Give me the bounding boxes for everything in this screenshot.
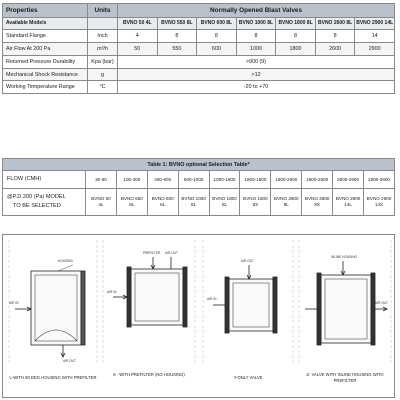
cell-value: 1000 (236, 43, 276, 56)
model-line1: BVNO 2900 (335, 196, 361, 201)
model-line1: BVNO 2600 (304, 196, 330, 201)
model-cell (147, 189, 178, 216)
model-select-label (3, 189, 86, 216)
cell-value: 600 (197, 43, 237, 56)
flow-label: FLOW (CMH) (3, 171, 86, 189)
model-line2: 4L (98, 202, 104, 207)
model-line1: BVNO 2600 (274, 196, 299, 201)
available-models-label: Available Models (3, 17, 88, 30)
cell-value: -20 to +70 (118, 81, 395, 94)
air-flow-row (3, 43, 395, 56)
flow-range: 400-600 (147, 171, 178, 189)
flow-range: 2900-3600 (364, 171, 395, 189)
cell-value: 1800 (276, 43, 316, 56)
model-cell (116, 189, 147, 216)
model-line2: 8L (283, 202, 289, 207)
housing-label: HOUSING (58, 259, 73, 263)
model-line2: 8X (252, 202, 259, 207)
cell-value: 8 (236, 30, 276, 43)
model-line1: BVNO 1000 (181, 196, 206, 201)
row-label: Working Temperature Range (3, 81, 88, 94)
model-name: BVNO 550 8L (157, 17, 197, 30)
row-unit: m³/h (88, 43, 118, 56)
model-name: BVNO 600 8L (197, 17, 237, 30)
model-cell (333, 189, 364, 216)
model-line2: 14X (374, 202, 384, 207)
cell-value: 14 (355, 30, 395, 43)
cell-value: >900 (9) (118, 55, 395, 68)
selection-table-caption: Table 1: BVNO optional Selection Table* (3, 159, 395, 171)
row-label: Standard Flange (3, 30, 88, 43)
valve-drawings-panel (2, 234, 395, 398)
pressure-durability-row (3, 55, 395, 68)
model-name: BVNO 2900 14L (355, 17, 395, 30)
model-label-line2: TO BE SELECTED (13, 203, 61, 209)
cell-value: 2600 (315, 43, 355, 56)
models-unit-cell (88, 17, 118, 30)
model-cell (209, 189, 240, 216)
air-in-label: AIR IN (9, 301, 19, 305)
air-out-label: AIR OUT (165, 251, 178, 255)
flow-row (3, 171, 395, 189)
flow-range: 30-60 (86, 171, 117, 189)
drawing-caption: Y-ONLY VALVE (233, 375, 263, 380)
cell-value: 8 (276, 30, 316, 43)
row-unit: g (88, 68, 118, 81)
model-cell (271, 189, 302, 216)
cell-value: 8 (157, 30, 197, 43)
flow-range: 2600-2900 (333, 171, 364, 189)
model-line1: BVNO 1800 (243, 196, 268, 201)
cell-value: 2900 (355, 43, 395, 56)
model-label-line1: @P.D.200 (Pa) MODEL (7, 194, 66, 200)
model-line1: BVNO 1800 (212, 196, 237, 201)
l-housing-drawing (9, 240, 97, 365)
prefilter-label: PREFILTER (143, 251, 161, 255)
row-label: Mechanical Shock Resistance (3, 68, 88, 81)
model-line2: 8L (129, 202, 135, 207)
model-line1: BVNO 550 (120, 196, 143, 201)
model-cell (364, 189, 395, 216)
flow-range: 100-400 (116, 171, 147, 189)
cell-value: 550 (157, 43, 197, 56)
model-line2: 8L (221, 202, 228, 207)
model-cell (86, 189, 117, 216)
model-line2: 8L (191, 202, 197, 207)
flow-range: 1800-2600 (302, 171, 333, 189)
model-line2: 8X (314, 202, 320, 207)
model-line1: BVNO 600 (151, 196, 174, 201)
row-label: Air Flow At 200 Pa (3, 43, 88, 56)
spec-table-title: Normally Opened Blast Valves (118, 4, 395, 18)
flow-range: 1800-1800 (240, 171, 271, 189)
selection-table (2, 158, 395, 216)
properties-header: Properties (3, 4, 88, 18)
model-name: BVNO 2600 8L (315, 17, 355, 30)
model-name: BVNO 1800 8L (276, 17, 316, 30)
units-header: Units (88, 4, 118, 18)
model-line1: BVNO 2900 (366, 196, 392, 201)
model-cell (240, 189, 271, 216)
cell-value: >12 (118, 68, 395, 81)
model-name: BVNO 1000 8L (236, 17, 276, 30)
model-cell (178, 189, 209, 216)
flow-range: 1800-2600 (271, 171, 302, 189)
model-select-row (3, 189, 395, 216)
inline-housing-label: INLINE HOUSING (331, 255, 358, 259)
models-row (3, 17, 395, 30)
air-in-label: AIR IN (107, 290, 117, 294)
row-label: Returned Pressure Durability (3, 55, 88, 68)
air-out-label: AIR OUT (375, 301, 388, 305)
blast-valve-spec-table (2, 3, 395, 94)
cell-value: 4 (118, 30, 158, 43)
shock-resistance-row (3, 68, 395, 81)
drawing-caption: Z- VALVE WITH INLINE HOUSING WITH PREFILTER (306, 372, 384, 383)
drawing-caption: L-WITH 90 DEG HOUSING WITH PREFILTER (9, 375, 97, 380)
model-line2: 14L (344, 202, 352, 207)
model-line2: 8L (160, 202, 166, 207)
air-in-label: AIR IN (207, 297, 217, 301)
row-unit: °C (88, 81, 118, 94)
model-name: BVNO 50 4L (118, 17, 158, 30)
row-unit: Kpa (bar) (88, 55, 118, 68)
air-out-label: AIR OUT (241, 259, 254, 263)
model-line1: BVNO 50 (91, 196, 111, 201)
cell-value: 50 (118, 43, 158, 56)
cell-value: 8 (315, 30, 355, 43)
model-cell (302, 189, 333, 216)
flow-range: 1000-1800 (209, 171, 240, 189)
air-out-label: AIR OUT (63, 359, 76, 363)
drawing-caption: 8 - WITH PREFILTER (NO HOUSING) (113, 372, 185, 377)
temperature-range-row (3, 81, 395, 94)
row-unit: Inch (88, 30, 118, 43)
standard-flange-row (3, 30, 395, 43)
spec-header-row (3, 4, 395, 18)
prefilter-drawing (103, 240, 195, 365)
cell-value: 8 (197, 30, 237, 43)
flow-range: 600-1000 (178, 171, 209, 189)
